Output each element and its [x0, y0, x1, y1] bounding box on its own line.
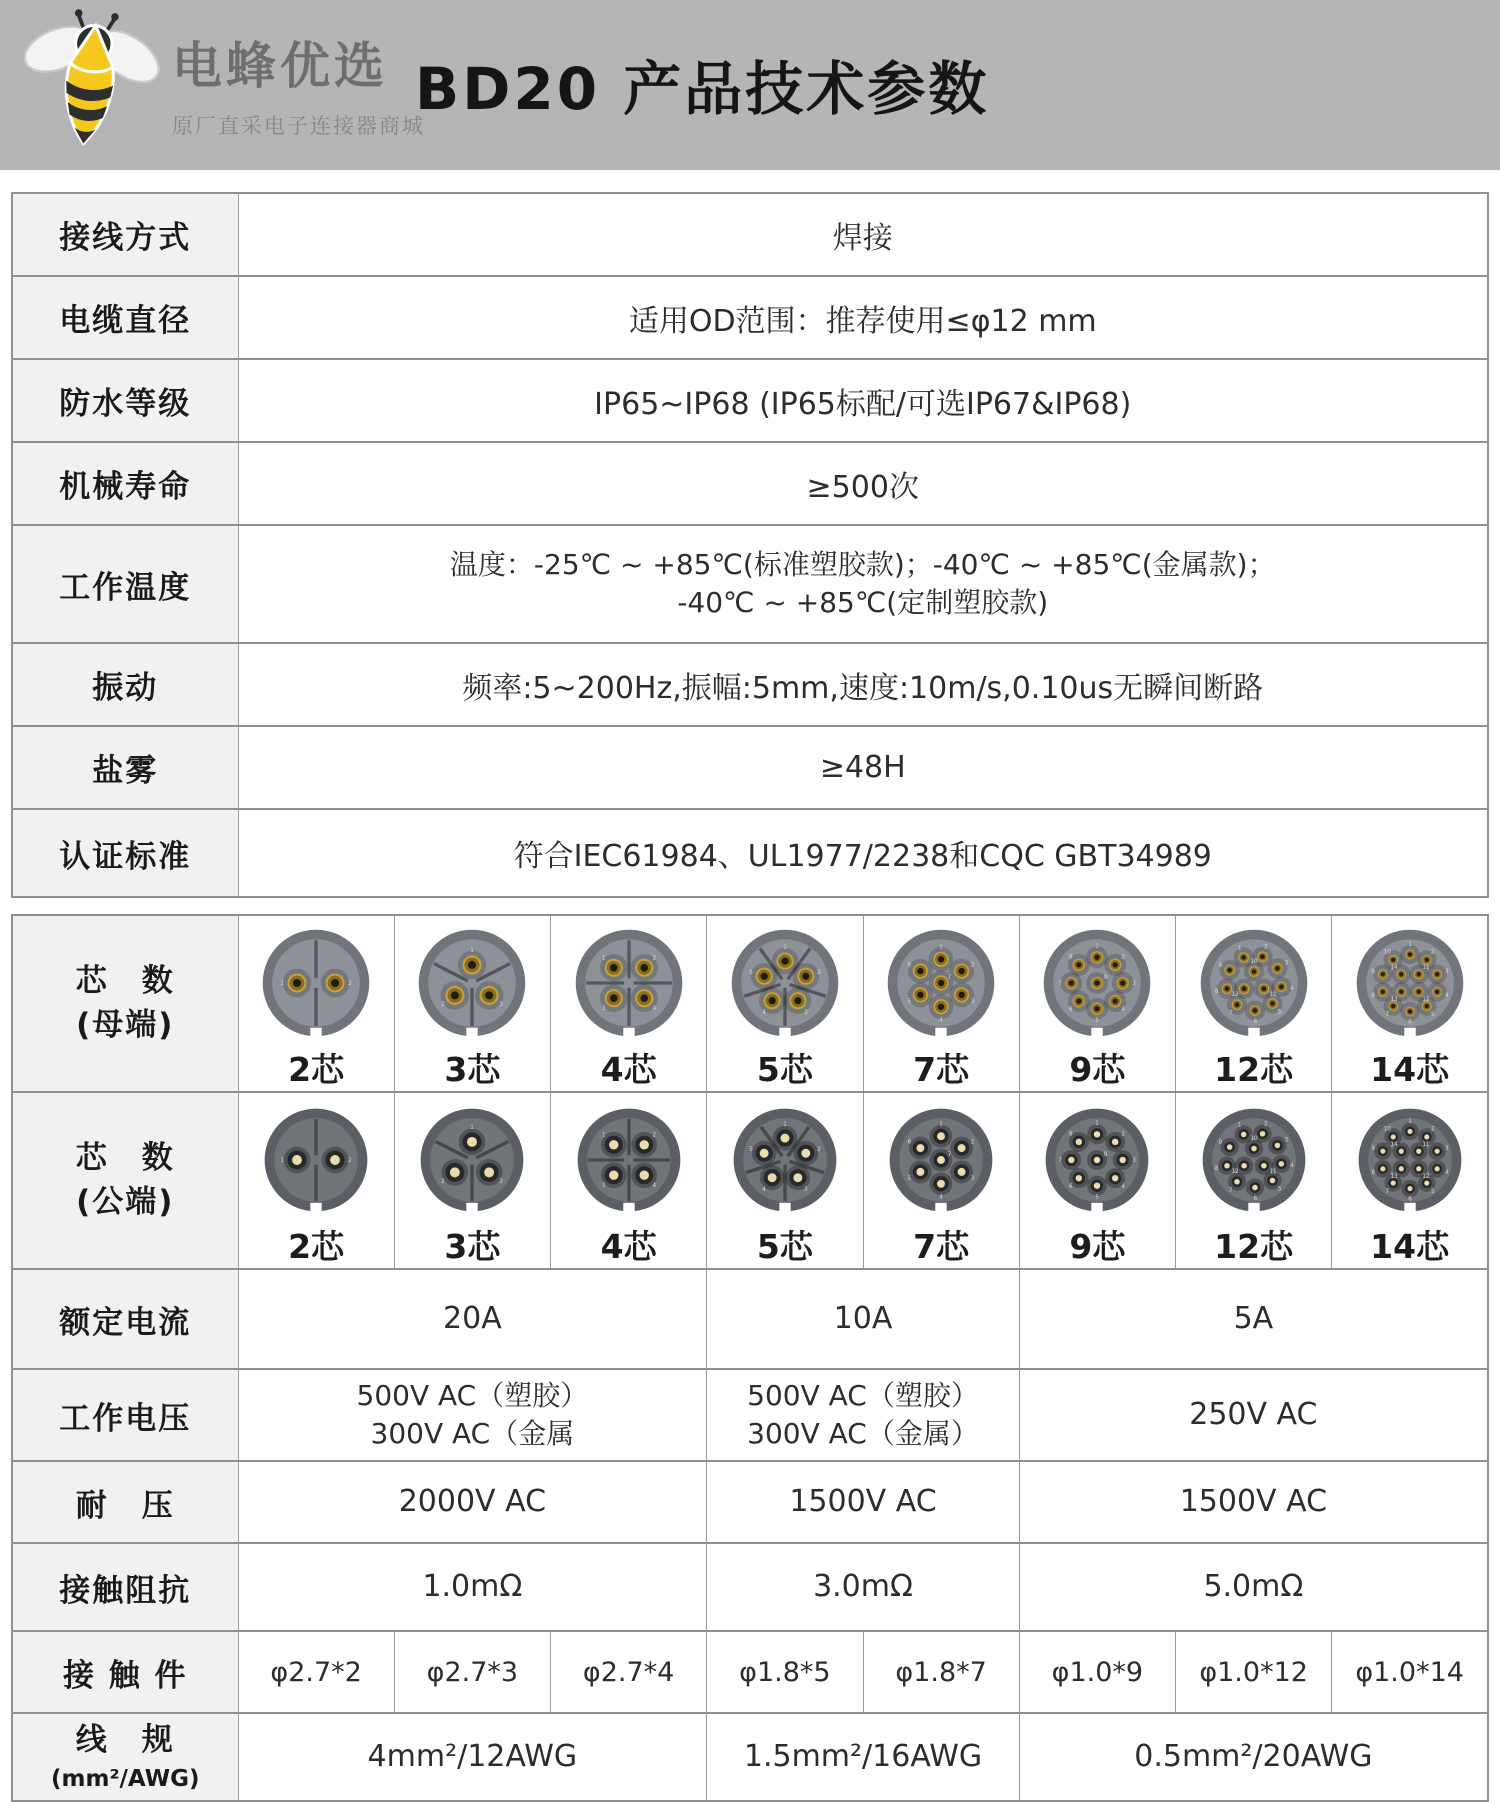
connector-male-12pin-image: [1195, 1101, 1313, 1219]
svg-text:1: 1: [470, 948, 475, 955]
spec-value-line: 温度：-25℃ ~ +85℃(标准塑胶款)；-40℃ ~ +85℃(金属款)；: [449, 548, 1276, 582]
connector-cell: [1332, 1092, 1488, 1269]
pin-table-body: [12, 915, 1488, 1801]
connector-cell: [551, 1092, 707, 1269]
spec-row-label: 接线方式: [12, 193, 238, 276]
svg-text:7: 7: [1385, 1189, 1389, 1196]
connector-cell: [1332, 915, 1488, 1092]
connector-male-3pin-image: [413, 1101, 531, 1219]
svg-text:7: 7: [1058, 980, 1063, 987]
svg-text:3: 3: [499, 1001, 504, 1008]
connector-cell: [863, 915, 1019, 1092]
svg-text:14: 14: [1390, 1141, 1398, 1148]
pin-count-label: 12芯: [1214, 1050, 1294, 1089]
rated_current-value-line: 10A: [833, 1300, 893, 1336]
working_voltage-value-cell: [238, 1369, 707, 1461]
svg-text:2: 2: [441, 1178, 446, 1185]
spec-row: [12, 809, 1488, 897]
svg-text:4: 4: [1444, 1169, 1449, 1176]
svg-text:2: 2: [652, 1132, 656, 1139]
wire_gauge-label-main: 线 规: [75, 1722, 175, 1759]
rated_current-value-cell: [707, 1269, 1020, 1369]
contact-value-cell: φ2.7*2: [238, 1631, 394, 1713]
connector-male-4pin-image: [570, 1101, 688, 1219]
logo: [14, 4, 425, 156]
svg-text:9: 9: [1104, 1152, 1108, 1159]
svg-text:8: 8: [1069, 954, 1073, 961]
connector-female-3pin-image: [413, 924, 531, 1042]
spec-row-label: 防水等级: [12, 359, 238, 442]
working_voltage-value-line: 250V AC: [1189, 1396, 1318, 1432]
svg-text:5: 5: [1430, 1012, 1435, 1019]
contact_impedance-value-line: 3.0mΩ: [813, 1568, 913, 1604]
svg-text:9: 9: [1370, 1145, 1375, 1152]
svg-text:7: 7: [1228, 1187, 1232, 1194]
pin-count-label: 7芯: [913, 1050, 970, 1089]
svg-text:8: 8: [1370, 992, 1375, 999]
connector-male-5pin-image: [726, 1101, 844, 1219]
spec-row-label: 认证标准: [12, 809, 238, 897]
svg-text:3: 3: [1284, 1137, 1288, 1144]
svg-text:4: 4: [652, 1006, 656, 1013]
svg-text:1: 1: [783, 945, 787, 952]
spec-row: [12, 276, 1488, 359]
rated_current-label: 额定电流: [12, 1269, 238, 1369]
connector-cell: [707, 1092, 863, 1269]
connector-female-7pin-image: [882, 924, 1000, 1042]
svg-text:1: 1: [939, 1121, 943, 1128]
pin-count-label: 9芯: [1069, 1050, 1126, 1089]
svg-text:2: 2: [652, 955, 656, 962]
pin-row-female: [12, 915, 1488, 1092]
connector-male-2pin-image: [257, 1101, 375, 1219]
withstand_voltage-label: 耐 压: [12, 1461, 238, 1543]
svg-text:1: 1: [1095, 943, 1100, 950]
svg-text:1: 1: [1237, 1122, 1242, 1129]
svg-text:4: 4: [1444, 992, 1449, 999]
spec-row-value: ≥48H: [238, 726, 1488, 809]
spec-row-value: 频率:5~200Hz,振幅:5mm,速度:10m/s,0.10us无瞬间断路: [238, 643, 1488, 726]
svg-text:10: 10: [1250, 1135, 1258, 1142]
connector-cell: [863, 1092, 1019, 1269]
svg-text:4: 4: [762, 1186, 766, 1193]
svg-text:5: 5: [1430, 1189, 1435, 1196]
svg-text:9: 9: [1104, 975, 1108, 982]
svg-text:3: 3: [601, 1183, 606, 1190]
svg-text:6: 6: [1407, 1019, 1412, 1026]
contact-value-cell: φ2.7*3: [394, 1631, 550, 1713]
svg-text:14: 14: [1390, 964, 1398, 971]
withstand_voltage-value-cell: [707, 1461, 1020, 1543]
svg-text:10: 10: [1383, 1126, 1391, 1133]
spec-table-body: [12, 193, 1488, 897]
svg-text:8: 8: [1214, 988, 1219, 995]
svg-text:1: 1: [1095, 1120, 1100, 1127]
pin-table: [11, 914, 1489, 1802]
svg-text:8: 8: [1069, 1131, 1073, 1138]
svg-text:3: 3: [1132, 980, 1137, 987]
wire_gauge-value-line: 1.5mm²/16AWG: [743, 1738, 983, 1774]
svg-text:11: 11: [1421, 1141, 1430, 1148]
pin-row-male: [12, 1092, 1488, 1269]
working_voltage-label: 工作电压: [12, 1369, 238, 1461]
connector-female-9pin-image: [1038, 924, 1156, 1042]
svg-text:11: 11: [1269, 991, 1277, 998]
connector-female-12pin-image: [1195, 924, 1313, 1042]
contact_impedance-value-line: 1.0mΩ: [422, 1568, 523, 1604]
working_voltage-value-line: 500V AC（塑胶）: [747, 1379, 979, 1413]
pin-count-label: 5芯: [756, 1227, 813, 1266]
svg-text:4: 4: [939, 1194, 943, 1201]
working_voltage-value-line: 300V AC（金属: [370, 1417, 575, 1450]
svg-text:1: 1: [783, 1122, 787, 1129]
pin-row-label-sub: (公端): [76, 1183, 175, 1220]
pin-count-label: 5芯: [756, 1050, 813, 1089]
svg-text:12: 12: [1230, 991, 1239, 998]
svg-text:3: 3: [1132, 1157, 1137, 1164]
working_voltage-value-cell: [1019, 1369, 1488, 1461]
spec-row: [12, 726, 1488, 809]
svg-text:3: 3: [804, 1186, 808, 1193]
svg-text:8: 8: [1370, 1169, 1375, 1176]
pin-count-label: 4芯: [600, 1050, 657, 1089]
wire_gauge-value-line: 0.5mm²/20AWG: [1134, 1738, 1373, 1774]
withstand_voltage-value-line: 1500V AC: [789, 1483, 937, 1519]
pin-row-label-main: 芯 数: [75, 1140, 175, 1177]
svg-text:5: 5: [1095, 1195, 1100, 1202]
spec-row-label: 工作温度: [12, 525, 238, 643]
contacts-label: 接 触 件: [12, 1631, 238, 1713]
svg-text:13: 13: [1390, 1173, 1398, 1180]
svg-text:4: 4: [652, 1183, 656, 1190]
connector-cell: [707, 915, 863, 1092]
svg-text:6: 6: [1253, 1196, 1257, 1203]
svg-text:13: 13: [1390, 996, 1398, 1003]
contact-value-cell: φ1.0*14: [1332, 1631, 1488, 1713]
svg-text:3: 3: [601, 1006, 606, 1013]
svg-text:2: 2: [1121, 954, 1126, 961]
pin-count-label: 4芯: [600, 1227, 657, 1266]
page-title: BD20 产品技术参数: [415, 55, 990, 123]
working_voltage-value-line: 500V AC（塑胶）: [356, 1379, 589, 1413]
spec-row-value: 适用OD范围：推荐使用≤φ12 mm: [238, 276, 1488, 359]
pin-count-label: 3芯: [444, 1050, 501, 1089]
header: [0, 0, 1500, 170]
connector-cell: [394, 1092, 550, 1269]
svg-text:5: 5: [907, 1176, 912, 1183]
row-wire_gauge: [12, 1713, 1488, 1801]
spec-row-value: 符合IEC61984、UL1977/2238和CQC GBT34989: [238, 809, 1488, 897]
connector-cell: [551, 915, 707, 1092]
contact-value-cell: φ1.0*9: [1019, 1631, 1175, 1713]
contact_impedance-value-cell: [238, 1543, 707, 1631]
spec-row-label: 盐雾: [12, 726, 238, 809]
connector-cell: [238, 915, 394, 1092]
pin-count-label: 2芯: [288, 1050, 345, 1089]
svg-text:3: 3: [1444, 968, 1449, 975]
svg-text:6: 6: [907, 1139, 912, 1146]
svg-text:2: 2: [441, 1001, 446, 1008]
contact-value-cell: φ1.8*5: [707, 1631, 863, 1713]
svg-text:7: 7: [947, 975, 952, 982]
svg-text:2: 2: [1430, 1126, 1435, 1133]
spec-row-value: ≥500次: [238, 442, 1488, 525]
svg-text:3: 3: [499, 1178, 504, 1185]
pin-count-label: 12芯: [1214, 1227, 1294, 1266]
svg-text:1: 1: [601, 1132, 606, 1139]
svg-text:7: 7: [947, 1152, 952, 1159]
spec-row: [12, 193, 1488, 276]
svg-text:5: 5: [1277, 1009, 1281, 1016]
withstand_voltage-value-cell: [238, 1461, 707, 1543]
svg-text:4: 4: [939, 1017, 943, 1024]
brand-name: 电蜂优选: [172, 37, 388, 95]
svg-text:2: 2: [971, 962, 975, 969]
svg-text:1: 1: [601, 955, 606, 962]
connector-female-5pin-image: [726, 924, 844, 1042]
spec-table: [11, 192, 1489, 898]
connector-female-14pin-image: [1351, 924, 1469, 1042]
svg-text:3: 3: [971, 999, 975, 1006]
pin-row-label-main: 芯 数: [75, 963, 175, 1000]
connector-cell: [1019, 915, 1175, 1092]
svg-text:2: 2: [348, 980, 352, 987]
svg-text:3: 3: [1284, 960, 1288, 967]
contact_impedance-label: 接触阻抗: [12, 1543, 238, 1631]
svg-text:10: 10: [1383, 949, 1391, 956]
svg-text:2: 2: [1263, 944, 1268, 951]
svg-text:9: 9: [1218, 962, 1222, 969]
connector-male-14pin-image: [1351, 1101, 1469, 1219]
contact_impedance-value-cell: [1019, 1543, 1488, 1631]
svg-text:1: 1: [939, 944, 943, 951]
spec-row-value: [238, 525, 1488, 643]
svg-text:2: 2: [1430, 949, 1435, 956]
connector-cell: [1176, 1092, 1332, 1269]
contact-value-cell: φ2.7*4: [551, 1631, 707, 1713]
spec-row-label: 机械寿命: [12, 442, 238, 525]
svg-text:5: 5: [749, 969, 753, 976]
svg-text:2: 2: [1263, 1121, 1268, 1128]
svg-text:11: 11: [1421, 964, 1430, 971]
svg-text:5: 5: [1095, 1018, 1100, 1025]
svg-text:5: 5: [1277, 1186, 1281, 1193]
withstand_voltage-value-line: 1500V AC: [1179, 1483, 1328, 1519]
svg-text:1: 1: [280, 1157, 285, 1164]
svg-text:7: 7: [1058, 1157, 1063, 1164]
spec-row: [12, 442, 1488, 525]
svg-text:1: 1: [470, 1125, 475, 1132]
svg-text:5: 5: [907, 999, 912, 1006]
logo-text: [172, 26, 425, 140]
connector-female-4pin-image: [570, 924, 688, 1042]
pin-count-label: 14芯: [1370, 1227, 1450, 1266]
svg-text:2: 2: [348, 1157, 352, 1164]
svg-text:12: 12: [1230, 1168, 1239, 1175]
wire_gauge-value-cell: [238, 1713, 707, 1801]
contact_impedance-value-cell: [707, 1543, 1020, 1631]
spec-row: [12, 359, 1488, 442]
spec-row: [12, 525, 1488, 643]
wire_gauge-value-cell: [707, 1713, 1020, 1801]
working_voltage-value-cell: [707, 1369, 1020, 1461]
svg-text:3: 3: [1444, 1145, 1449, 1152]
svg-text:6: 6: [1069, 1184, 1073, 1191]
spec-row-label: 振动: [12, 643, 238, 726]
row-rated_current: [12, 1269, 1488, 1369]
brand-tagline: 原厂直采电子连接器商城: [172, 114, 425, 138]
withstand_voltage-value-line: 2000V AC: [398, 1483, 547, 1519]
contact_impedance-value-line: 5.0mΩ: [1203, 1568, 1304, 1604]
svg-text:1: 1: [1407, 1119, 1412, 1126]
spec-row-label: 电缆直径: [12, 276, 238, 359]
svg-text:7: 7: [1228, 1010, 1232, 1017]
connector-cell: [1019, 1092, 1175, 1269]
svg-text:9: 9: [1218, 1139, 1222, 1146]
svg-text:1: 1: [1237, 945, 1242, 952]
svg-text:2: 2: [1121, 1131, 1126, 1138]
rated_current-value-line: 20A: [443, 1300, 502, 1336]
svg-text:3: 3: [804, 1009, 808, 1016]
svg-text:4: 4: [1289, 1163, 1294, 1170]
svg-text:4: 4: [1121, 1007, 1126, 1014]
pin-row-label-sub: (母端): [76, 1006, 175, 1043]
withstand_voltage-value-cell: [1019, 1461, 1488, 1543]
rated_current-value-cell: [238, 1269, 707, 1369]
row-contacts: [12, 1631, 1488, 1713]
spec-row-value: 焊接: [238, 193, 1488, 276]
row-working_voltage: [12, 1369, 1488, 1461]
svg-text:12: 12: [1421, 996, 1430, 1003]
pin-count-label: 3芯: [444, 1227, 501, 1266]
rated_current-value-cell: [1019, 1269, 1488, 1369]
pin-count-label: 14芯: [1370, 1050, 1450, 1089]
pin-count-label: 9芯: [1069, 1227, 1126, 1266]
svg-text:2: 2: [817, 969, 821, 976]
svg-text:5: 5: [749, 1146, 753, 1153]
spec-row-value: IP65~IP68 (IP65标配/可选IP67&IP68): [238, 359, 1488, 442]
wire_gauge-label: [12, 1713, 238, 1801]
svg-text:6: 6: [907, 962, 912, 969]
svg-text:11: 11: [1269, 1168, 1277, 1175]
connector-cell: [238, 1092, 394, 1269]
svg-text:10: 10: [1250, 958, 1258, 965]
contact-value-cell: φ1.0*12: [1176, 1631, 1332, 1713]
spec-row: [12, 643, 1488, 726]
working_voltage-value-line: 300V AC（金属）: [747, 1417, 979, 1450]
wire_gauge-value-line: 4mm²/12AWG: [367, 1738, 578, 1774]
svg-text:4: 4: [1121, 1184, 1126, 1191]
svg-text:4: 4: [762, 1009, 766, 1016]
connector-cell: [1176, 915, 1332, 1092]
svg-text:7: 7: [1385, 1012, 1389, 1019]
svg-text:8: 8: [1214, 1165, 1219, 1172]
rated_current-value-line: 5A: [1233, 1300, 1274, 1336]
svg-text:3: 3: [971, 1176, 975, 1183]
pin-count-label: 7芯: [913, 1227, 970, 1266]
svg-text:1: 1: [1407, 942, 1412, 949]
svg-text:9: 9: [1370, 968, 1375, 975]
contact-value-cell: φ1.8*7: [863, 1631, 1019, 1713]
connector-female-2pin-image: [257, 924, 375, 1042]
svg-text:6: 6: [1407, 1196, 1412, 1203]
svg-text:6: 6: [1069, 1007, 1073, 1014]
spec-value-line: -40℃ ~ +85℃(定制塑胶款): [677, 586, 1049, 619]
row-withstand_voltage: [12, 1461, 1488, 1543]
male-row-label: [12, 1092, 238, 1269]
svg-text:4: 4: [1289, 986, 1294, 993]
wire_gauge-value-cell: [1019, 1713, 1488, 1801]
svg-text:2: 2: [817, 1146, 821, 1153]
svg-text:2: 2: [971, 1139, 975, 1146]
connector-male-7pin-image: [882, 1101, 1000, 1219]
female-row-label: [12, 915, 238, 1092]
bee-icon: [14, 4, 166, 156]
connector-cell: [394, 915, 550, 1092]
pin-count-label: 2芯: [288, 1227, 345, 1266]
row-contact_impedance: [12, 1543, 1488, 1631]
wire_gauge-label-sub: (mm²/AWG): [51, 1765, 200, 1792]
svg-text:6: 6: [1253, 1019, 1257, 1026]
svg-text:12: 12: [1421, 1173, 1430, 1180]
svg-text:1: 1: [280, 980, 285, 987]
connector-male-9pin-image: [1038, 1101, 1156, 1219]
